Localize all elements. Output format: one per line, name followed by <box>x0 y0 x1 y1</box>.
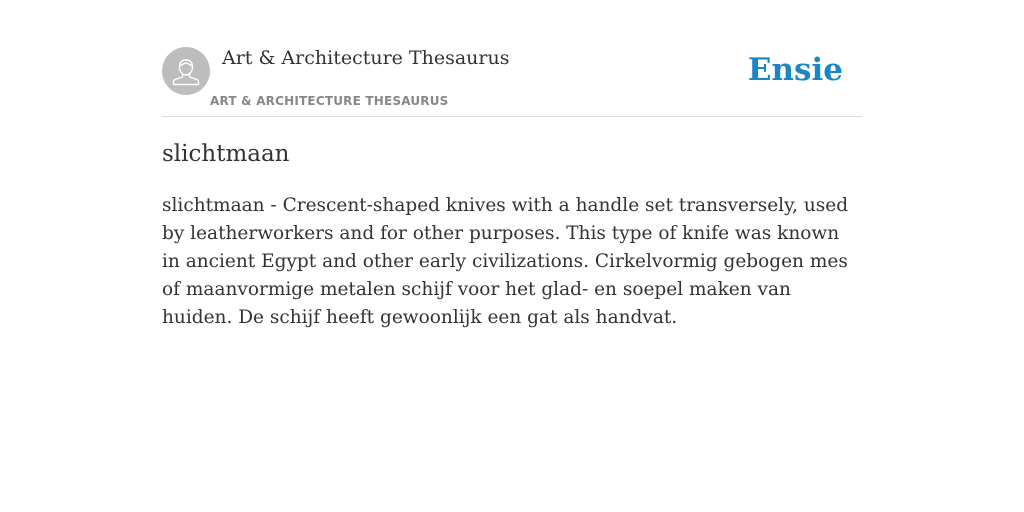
avatar[interactable] <box>162 47 210 95</box>
brand-logo[interactable]: Ensie <box>747 52 843 88</box>
page-header <box>162 0 862 117</box>
user-outline-icon <box>162 47 210 95</box>
page-container <box>162 0 862 512</box>
entry-title: slichtmaan <box>162 141 290 167</box>
author-name[interactable]: Art & Architecture Thesaurus <box>222 47 510 69</box>
entry-definition: slichtmaan - Crescent-shaped knives with a handle set transversely, used by leatherworkers and for other purposes. This type of knife was known in ancient Egypt and other early civilizations. Cirkelvormig gebogen mes of maanvormige metalen schijf voor het glad- en soepel maken van huiden. De schijf heeft gewoonlijk een gat als handvat. <box>162 195 849 328</box>
author-source-label: ART & ARCHITECTURE THESAURUS <box>210 94 449 108</box>
